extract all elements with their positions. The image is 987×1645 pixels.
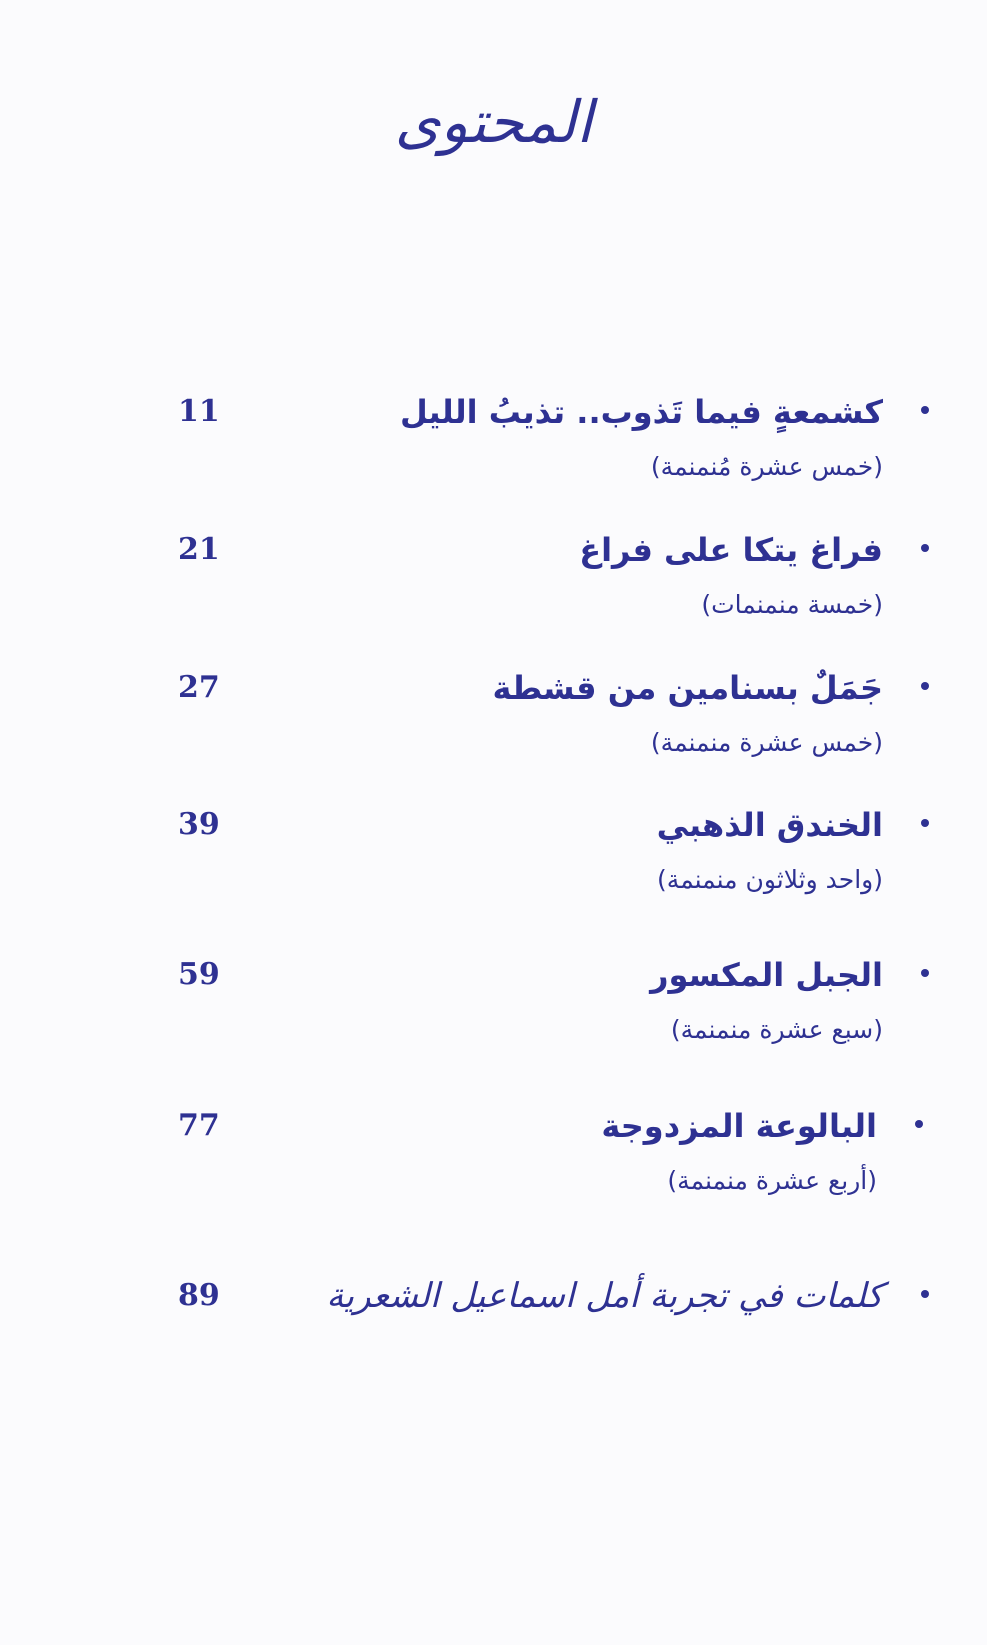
entry-title[interactable]: كشمعةٍ فيما تَذوب.. تذيبُ الليل bbox=[399, 393, 883, 431]
bullet-icon bbox=[915, 1120, 923, 1128]
entry-title[interactable]: البالوعة المزدوجة bbox=[601, 1107, 877, 1145]
entry-subtitle: (واحد وثلاثون منمنمة) bbox=[657, 865, 883, 894]
page-number: 21 bbox=[178, 532, 220, 567]
entry-subtitle: (خمسة منمنمات) bbox=[701, 590, 883, 619]
entry-title[interactable]: الجبل المكسور bbox=[650, 956, 883, 994]
entry-title[interactable]: كلمات في تجربة أمل اسماعيل الشعرية bbox=[326, 1276, 883, 1316]
bullet-icon bbox=[921, 406, 929, 414]
page-title: المحتوى bbox=[394, 88, 593, 156]
entry-subtitle: (أربع عشرة منمنمة) bbox=[667, 1166, 877, 1195]
entry-subtitle: (خمس عشرة منمنمة) bbox=[650, 728, 883, 757]
page-number: 59 bbox=[178, 957, 220, 992]
page-number: 27 bbox=[178, 670, 220, 705]
entry-subtitle: (سبع عشرة منمنمة) bbox=[670, 1015, 883, 1044]
bullet-icon bbox=[921, 819, 929, 827]
entry-title[interactable]: جَمَلٌ بسنامين من قشطة bbox=[492, 669, 883, 707]
bullet-icon bbox=[921, 1290, 929, 1298]
page-number: 77 bbox=[178, 1108, 220, 1143]
page-number: 89 bbox=[178, 1278, 220, 1313]
bullet-icon bbox=[921, 969, 929, 977]
bullet-icon bbox=[921, 682, 929, 690]
entry-title[interactable]: فراغ يتكا على فراغ bbox=[579, 531, 883, 569]
entry-subtitle: (خمس عشرة مُنمنمة) bbox=[650, 452, 883, 481]
bullet-icon bbox=[921, 544, 929, 552]
page-number: 11 bbox=[178, 394, 220, 429]
entry-title[interactable]: الخندق الذهبي bbox=[656, 806, 883, 844]
page-number: 39 bbox=[178, 807, 220, 842]
